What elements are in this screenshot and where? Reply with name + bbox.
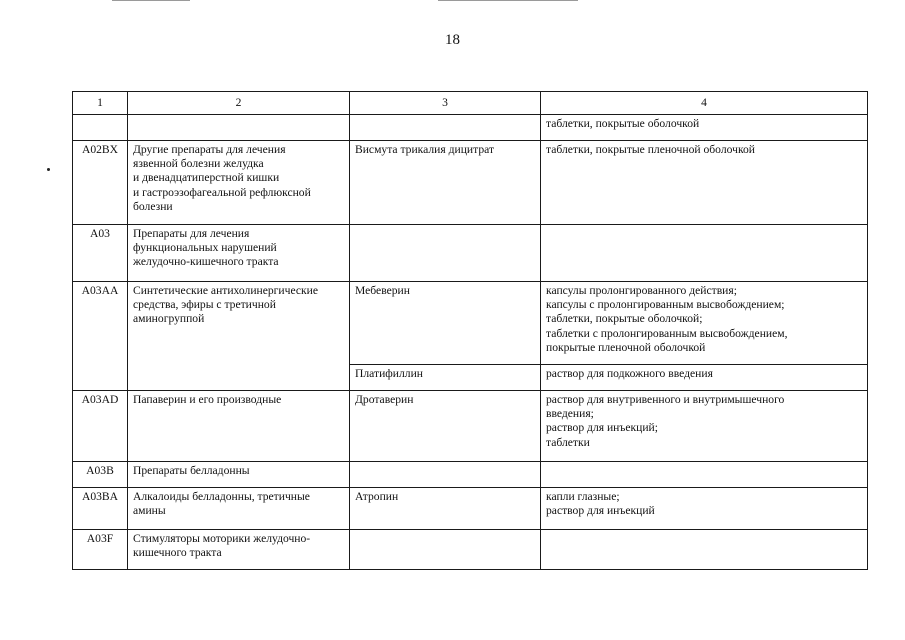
atc-code-cell: A03AA — [73, 282, 128, 391]
group-name-cell — [128, 530, 350, 570]
dosage-forms-text: таблетки, покрытые оболочкой — [546, 117, 700, 130]
atc-code-cell: A03BA — [73, 488, 128, 530]
dosage-forms-text: капсулы пролонгированного действия; капсулы с пролонгированным высвобождением; таблетки, покрытые оболочкой; таблетки с пролонгированным высвобождением, покрытые пленочной оболочкой — [546, 284, 788, 354]
dosage-forms-text: раствор для внутривенного и внутримышечного введения; раствор для инъекций; таблетки — [546, 393, 785, 449]
group-name-text: Стимуляторы моторики желудочно- кишечного тракта — [133, 532, 311, 560]
table-row — [73, 488, 868, 530]
atc-code-cell — [73, 115, 128, 141]
group-name-cell: Препараты белладонны — [128, 462, 350, 488]
group-name-text: Препараты для лечения функциональных нарушений желудочно-кишечного тракта — [133, 227, 279, 269]
scan-artifact-line — [112, 0, 190, 1]
dosage-forms-text: раствор для подкожного введения — [546, 367, 713, 380]
table-row — [73, 391, 868, 462]
drug-name-cell — [350, 115, 541, 141]
scan-artifact-dot — [47, 168, 50, 171]
column-header-2: 2 — [128, 92, 350, 115]
drug-table — [72, 91, 868, 570]
dosage-forms-cell — [541, 225, 868, 282]
atc-code-cell: A03B — [73, 462, 128, 488]
group-name-text: Папаверин и его производные — [133, 393, 282, 406]
page-number: 18 — [445, 32, 460, 48]
drug-name-cell: Платифиллин — [350, 365, 541, 391]
dosage-forms-cell — [541, 141, 868, 225]
group-name-cell — [128, 115, 350, 141]
dosage-forms-text: таблетки, покрытые пленочной оболочкой — [546, 143, 755, 156]
drug-name-cell — [350, 530, 541, 570]
dosage-forms-cell — [541, 530, 868, 570]
drug-name-cell: Дротаверин — [350, 391, 541, 462]
column-header-4: 4 — [541, 92, 868, 115]
atc-code-cell: A03 — [73, 225, 128, 282]
table-row — [73, 141, 868, 225]
drug-name-cell: Атропин — [350, 488, 541, 530]
dosage-forms-cell — [541, 462, 868, 488]
dosage-forms-text: капли глазные; раствор для инъекций — [546, 490, 655, 518]
atc-code-cell: A02BX — [73, 141, 128, 225]
column-header-1: 1 — [73, 92, 128, 115]
group-name-cell — [128, 282, 350, 391]
dosage-forms-cell — [541, 488, 868, 530]
drug-name-cell: Мебеверин — [350, 282, 541, 365]
drug-name-cell — [350, 462, 541, 488]
dosage-forms-cell — [541, 115, 868, 141]
group-name-text: Алкалоиды белладонны, третичные амины — [133, 490, 310, 518]
group-name-cell — [128, 225, 350, 282]
scan-artifact-line — [438, 0, 578, 1]
group-name-text: Синтетические антихолинергические средства, эфиры с третичной аминогруппой — [133, 284, 319, 326]
group-name-text: Другие препараты для лечения язвенной болезни желудка и двенадцатиперстной кишки и гастроэзофагеальной рефлюксной болезни — [133, 143, 311, 213]
table-header-row — [73, 92, 868, 115]
table-row — [73, 225, 868, 282]
drug-name-cell: Висмута трикалия дицитрат — [350, 141, 541, 225]
drug-name-cell — [350, 225, 541, 282]
column-header-3: 3 — [350, 92, 541, 115]
group-name-cell — [128, 141, 350, 225]
dosage-forms-cell — [541, 365, 868, 391]
group-name-cell — [128, 488, 350, 530]
atc-code-cell: A03F — [73, 530, 128, 570]
group-name-cell — [128, 391, 350, 462]
dosage-forms-cell — [541, 282, 868, 365]
atc-code-cell: A03AD — [73, 391, 128, 462]
table-row — [73, 282, 868, 365]
dosage-forms-cell — [541, 391, 868, 462]
table-row — [73, 530, 868, 570]
table-row — [73, 115, 868, 141]
table-row — [73, 462, 868, 488]
